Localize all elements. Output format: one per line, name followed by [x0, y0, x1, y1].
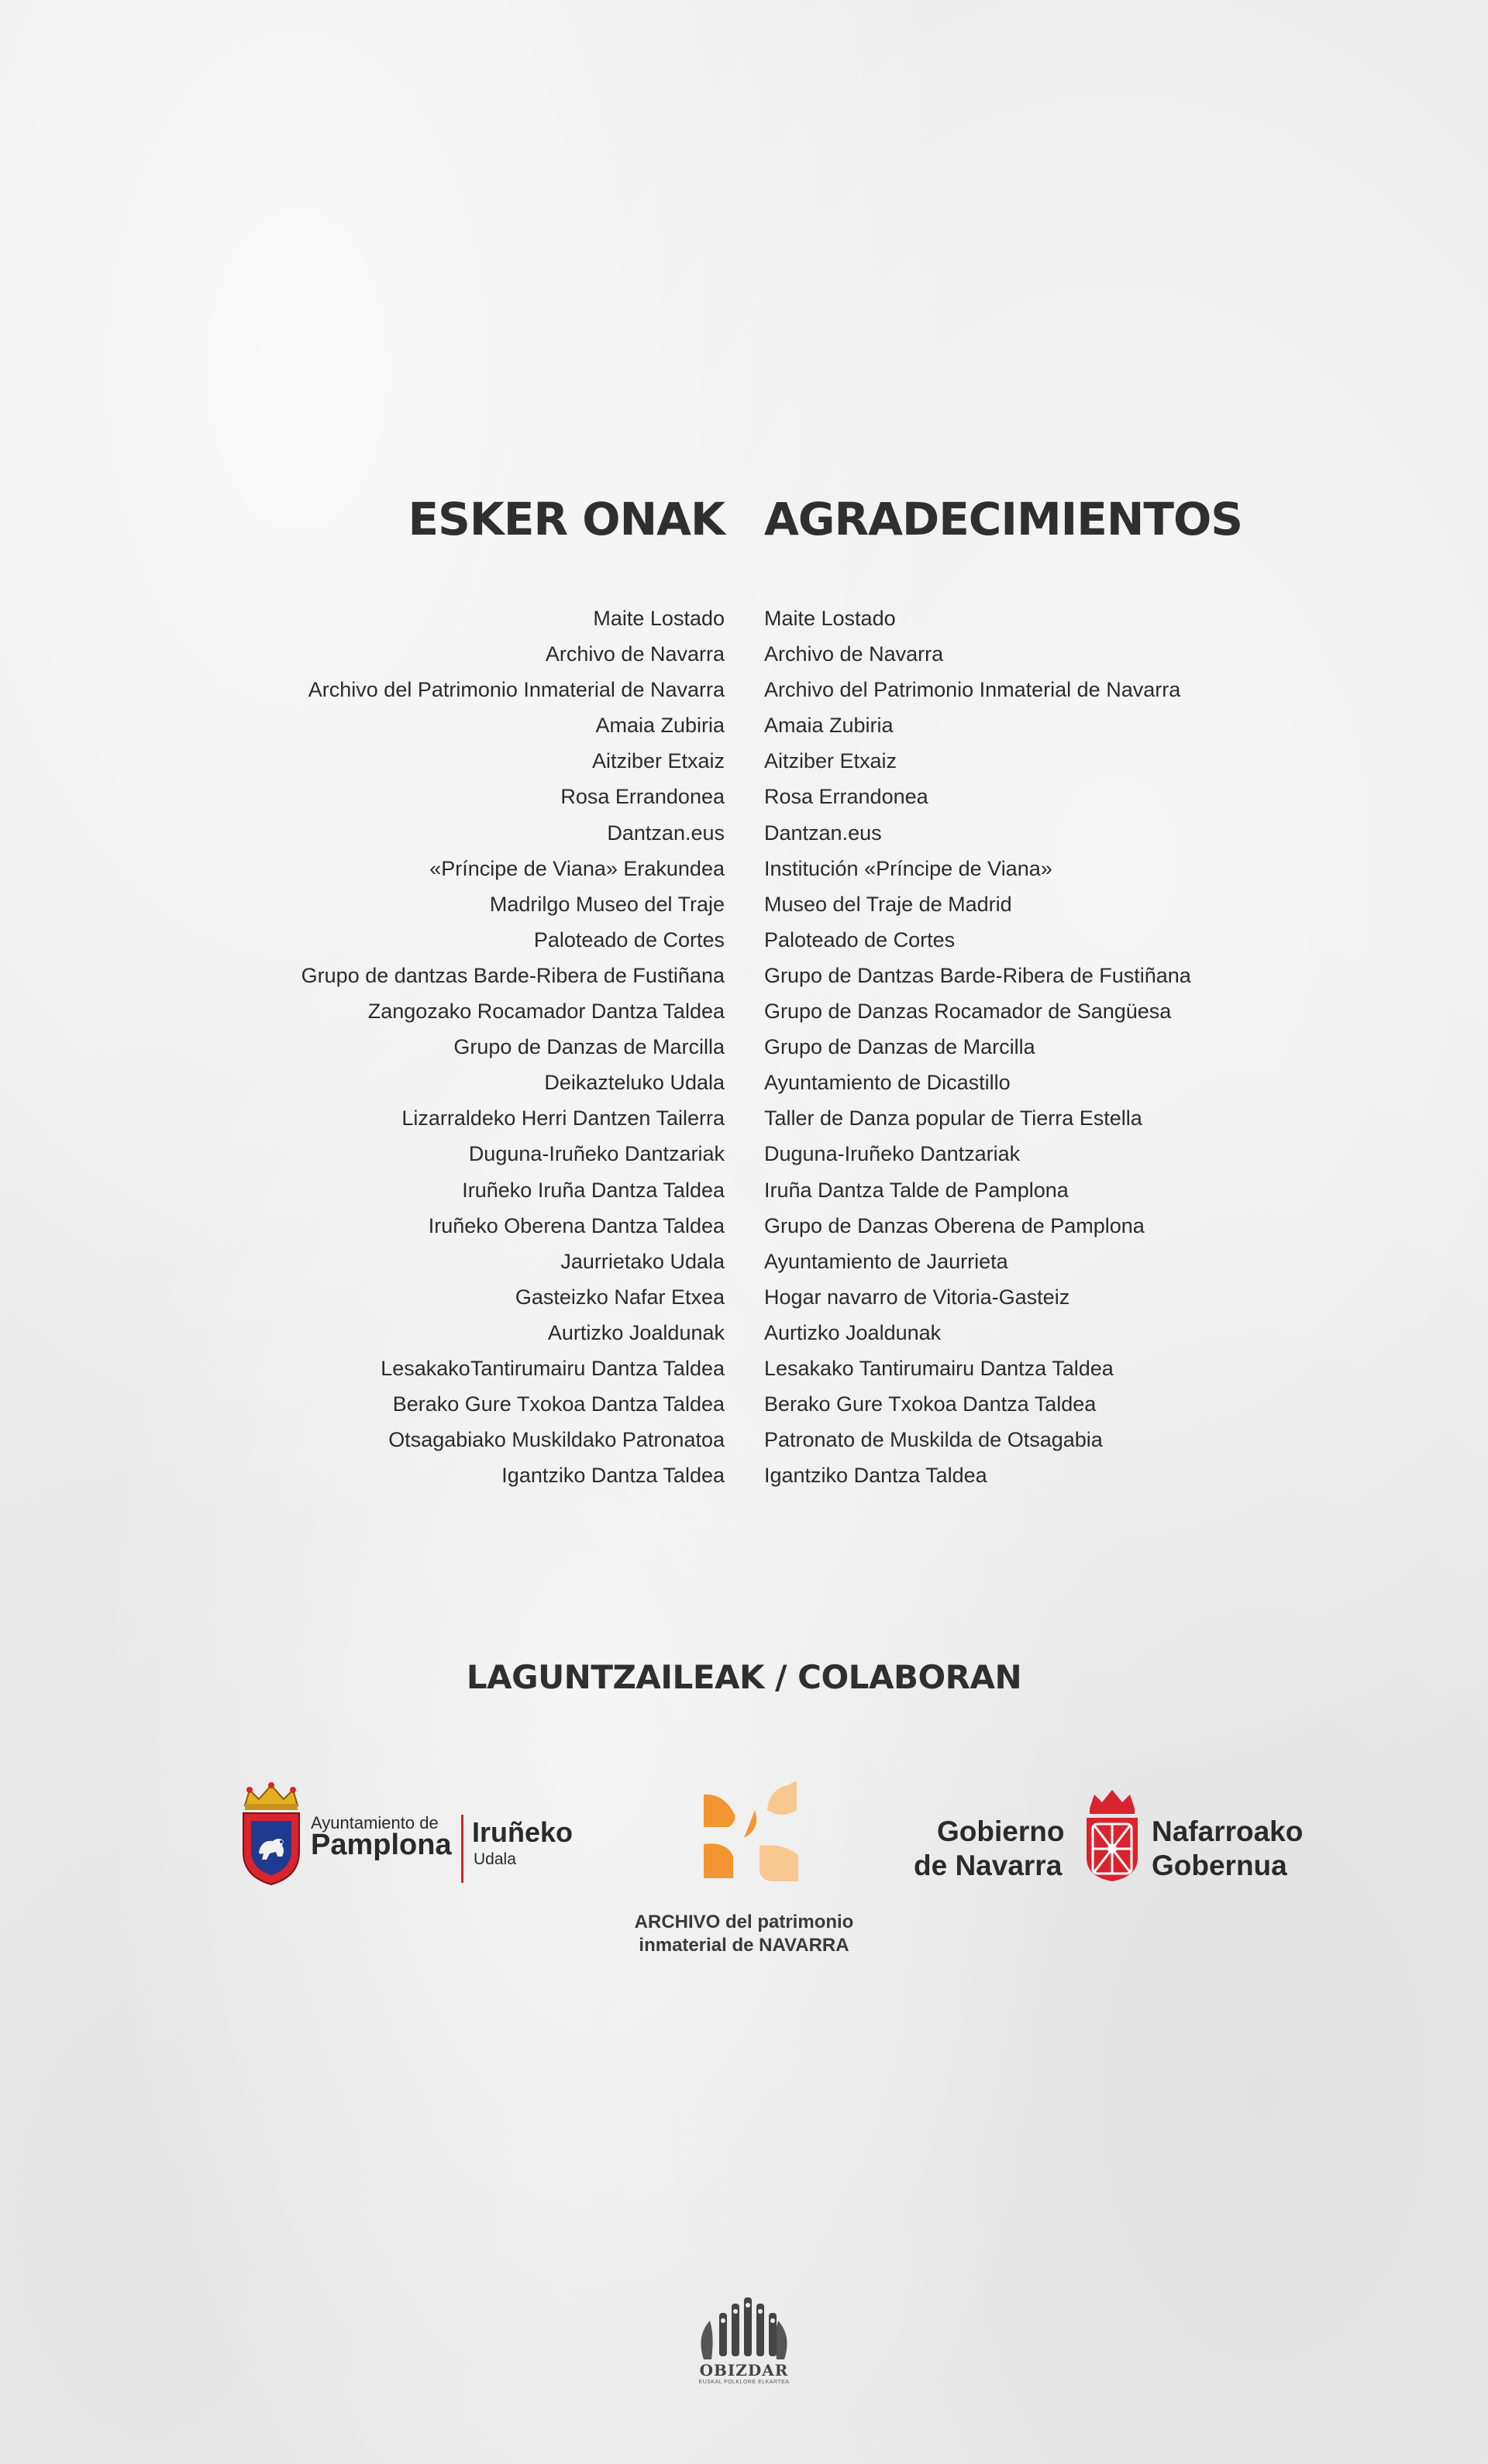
thanks-basque-item: Rosa Errandonea	[560, 785, 725, 809]
heading-agradecimientos: AGRADECIMIENTOS	[764, 493, 1243, 545]
thanks-spanish-item: Lesakako Tantirumairu Dantza Taldea	[764, 1356, 1114, 1380]
thanks-spanish-item: Institución «Príncipe de Viana»	[764, 856, 1052, 880]
thanks-spanish-item: Aurtizko Joaldunak	[764, 1320, 942, 1344]
thanks-basque-item: Aitziber Etxaiz	[591, 749, 725, 773]
thanks-spanish-item: Archivo del Patrimonio Inmaterial de Navarra	[764, 678, 1181, 702]
thanks-spanish-item: Grupo de Danzas Rocamador de Sangüesa	[764, 1000, 1172, 1024]
archivo-patrimonio-logo-icon	[696, 1779, 804, 1888]
archivo-logo-line2: inmaterial de NAVARRA	[639, 1935, 849, 1956]
obizdar-logo	[688, 2290, 800, 2390]
thanks-basque-item: Archivo del Patrimonio Inmaterial de Navarra	[308, 678, 725, 702]
thanks-basque-item: «Príncipe de Viana» Erakundea	[429, 856, 725, 880]
archivo-logo	[612, 1779, 876, 1957]
thanks-basque-item: Maite Lostado	[593, 607, 725, 630]
sponsors-title: LAGUNTZAILEAK / COLABORAN	[466, 1658, 1022, 1696]
thanks-spanish-item: Taller de Danza popular de Tierra Estella	[764, 1106, 1142, 1130]
thanks-basque-item: Iruñeko Iruña Dantza Taldea	[462, 1178, 725, 1202]
pamplona-logo-line2: Pamplona	[311, 1829, 452, 1861]
navarra-logo-line1: Gobierno	[937, 1815, 1065, 1847]
pamplona-logo	[239, 1782, 587, 1891]
gobierno-navarra-logo	[907, 1782, 1325, 1891]
thanks-basque-item: Aurtizko Joaldunak	[547, 1320, 725, 1344]
thanks-basque-item: Zangozako Rocamador Dantza Taldea	[367, 1000, 725, 1024]
thanks-spanish-item: Grupo de Dantzas Barde-Ribera de Fustiñana	[764, 963, 1191, 987]
thanks-basque-item: Otsagabiako Muskildako Patronatoa	[388, 1428, 725, 1452]
thanks-spanish-item: Aitziber Etxaiz	[764, 749, 897, 773]
thanks-spanish-item: Hogar navarro de Vitoria-Gasteiz	[764, 1285, 1070, 1309]
obizdar-logo-subtitle: EUSKAL FOLKLORE ELKARTEA	[698, 2380, 790, 2385]
pamplona-logo-line3: Iruñeko	[472, 1816, 574, 1848]
thanks-spanish-item: Amaia Zubiria	[764, 714, 894, 738]
thanks-basque-item: Grupo de dantzas Barde-Ribera de Fustiñana	[301, 963, 725, 987]
thanks-basque-item: Deikazteluko Udala	[544, 1071, 725, 1095]
thanks-basque-item: Paloteado de Cortes	[533, 927, 725, 952]
thanks-basque-item: Madrilgo Museo del Traje	[489, 892, 725, 916]
thanks-spanish-item: Museo del Traje de Madrid	[764, 892, 1012, 916]
thanks-basque-item: Berako Gure Txokoa Dantza Taldea	[392, 1392, 725, 1416]
thanks-basque-item: Iruñeko Oberena Dantza Taldea	[428, 1213, 725, 1237]
thanks-spanish-item: Dantzan.eus	[764, 821, 882, 845]
thanks-spanish-item: Maite Lostado	[764, 607, 896, 630]
thanks-spanish-item: Berako Gure Txokoa Dantza Taldea	[764, 1392, 1097, 1416]
thanks-spanish-item: Rosa Errandonea	[764, 785, 928, 809]
thanks-list-spanish	[764, 601, 1191, 1493]
archivo-logo-line1: ARCHIVO del patrimonio	[634, 1912, 854, 1932]
navarra-coat-of-arms-icon	[1083, 1787, 1141, 1883]
navarra-logo-line4: Gobernua	[1152, 1850, 1287, 1881]
pamplona-logo-divider	[461, 1815, 463, 1883]
thanks-spanish-item: Patronato de Muskilda de Otsagabia	[764, 1428, 1103, 1452]
thanks-spanish-item: Duguna-Iruñeko Dantzariak	[764, 1142, 1021, 1166]
thanks-spanish-item: Paloteado de Cortes	[764, 927, 956, 952]
thanks-spanish-item: Grupo de Danzas Oberena de Pamplona	[764, 1213, 1145, 1237]
thanks-basque-item: Archivo de Navarra	[545, 642, 725, 666]
pamplona-logo-line4: Udala	[474, 1850, 516, 1868]
thanks-basque-item: Gasteizko Nafar Etxea	[515, 1285, 725, 1309]
thanks-spanish-item: Grupo de Danzas de Marcilla	[764, 1035, 1035, 1059]
thanks-basque-item: LesakakoTantirumairu Dantza Taldea	[381, 1356, 725, 1380]
thanks-spanish-item: Archivo de Navarra	[764, 642, 944, 666]
thanks-spanish-item: Ayuntamiento de Jaurrieta	[764, 1249, 1008, 1273]
pamplona-logo-line1: Ayuntamiento de	[311, 1813, 439, 1833]
thanks-spanish-item: Iruña Dantza Talde de Pamplona	[764, 1178, 1069, 1202]
thanks-basque-item: Lizarraldeko Herri Dantzen Tailerra	[401, 1106, 725, 1130]
thanks-list-basque	[301, 601, 725, 1493]
heading-esker-onak: ESKER ONAK	[408, 493, 725, 545]
thanks-basque-item: Duguna-Iruñeko Dantzariak	[468, 1142, 725, 1166]
dancers-emblem-icon	[688, 2290, 800, 2361]
navarra-logo-line2: de Navarra	[914, 1850, 1063, 1881]
thanks-spanish-item: Igantziko Dantza Taldea	[764, 1464, 987, 1488]
pamplona-coat-of-arms-icon	[239, 1782, 304, 1886]
thanks-basque-item: Grupo de Danzas de Marcilla	[453, 1035, 725, 1059]
thanks-basque-item: Amaia Zubiria	[595, 714, 725, 738]
navarra-logo-line3: Nafarroako	[1152, 1815, 1304, 1847]
thanks-basque-item: Igantziko Dantza Taldea	[501, 1464, 725, 1488]
thanks-spanish-item: Ayuntamiento de Dicastillo	[764, 1071, 1011, 1095]
thanks-basque-item: Dantzan.eus	[607, 821, 725, 845]
thanks-basque-item: Jaurrietako Udala	[560, 1249, 725, 1273]
obizdar-logo-word: OBIZDAR	[699, 2361, 789, 2380]
